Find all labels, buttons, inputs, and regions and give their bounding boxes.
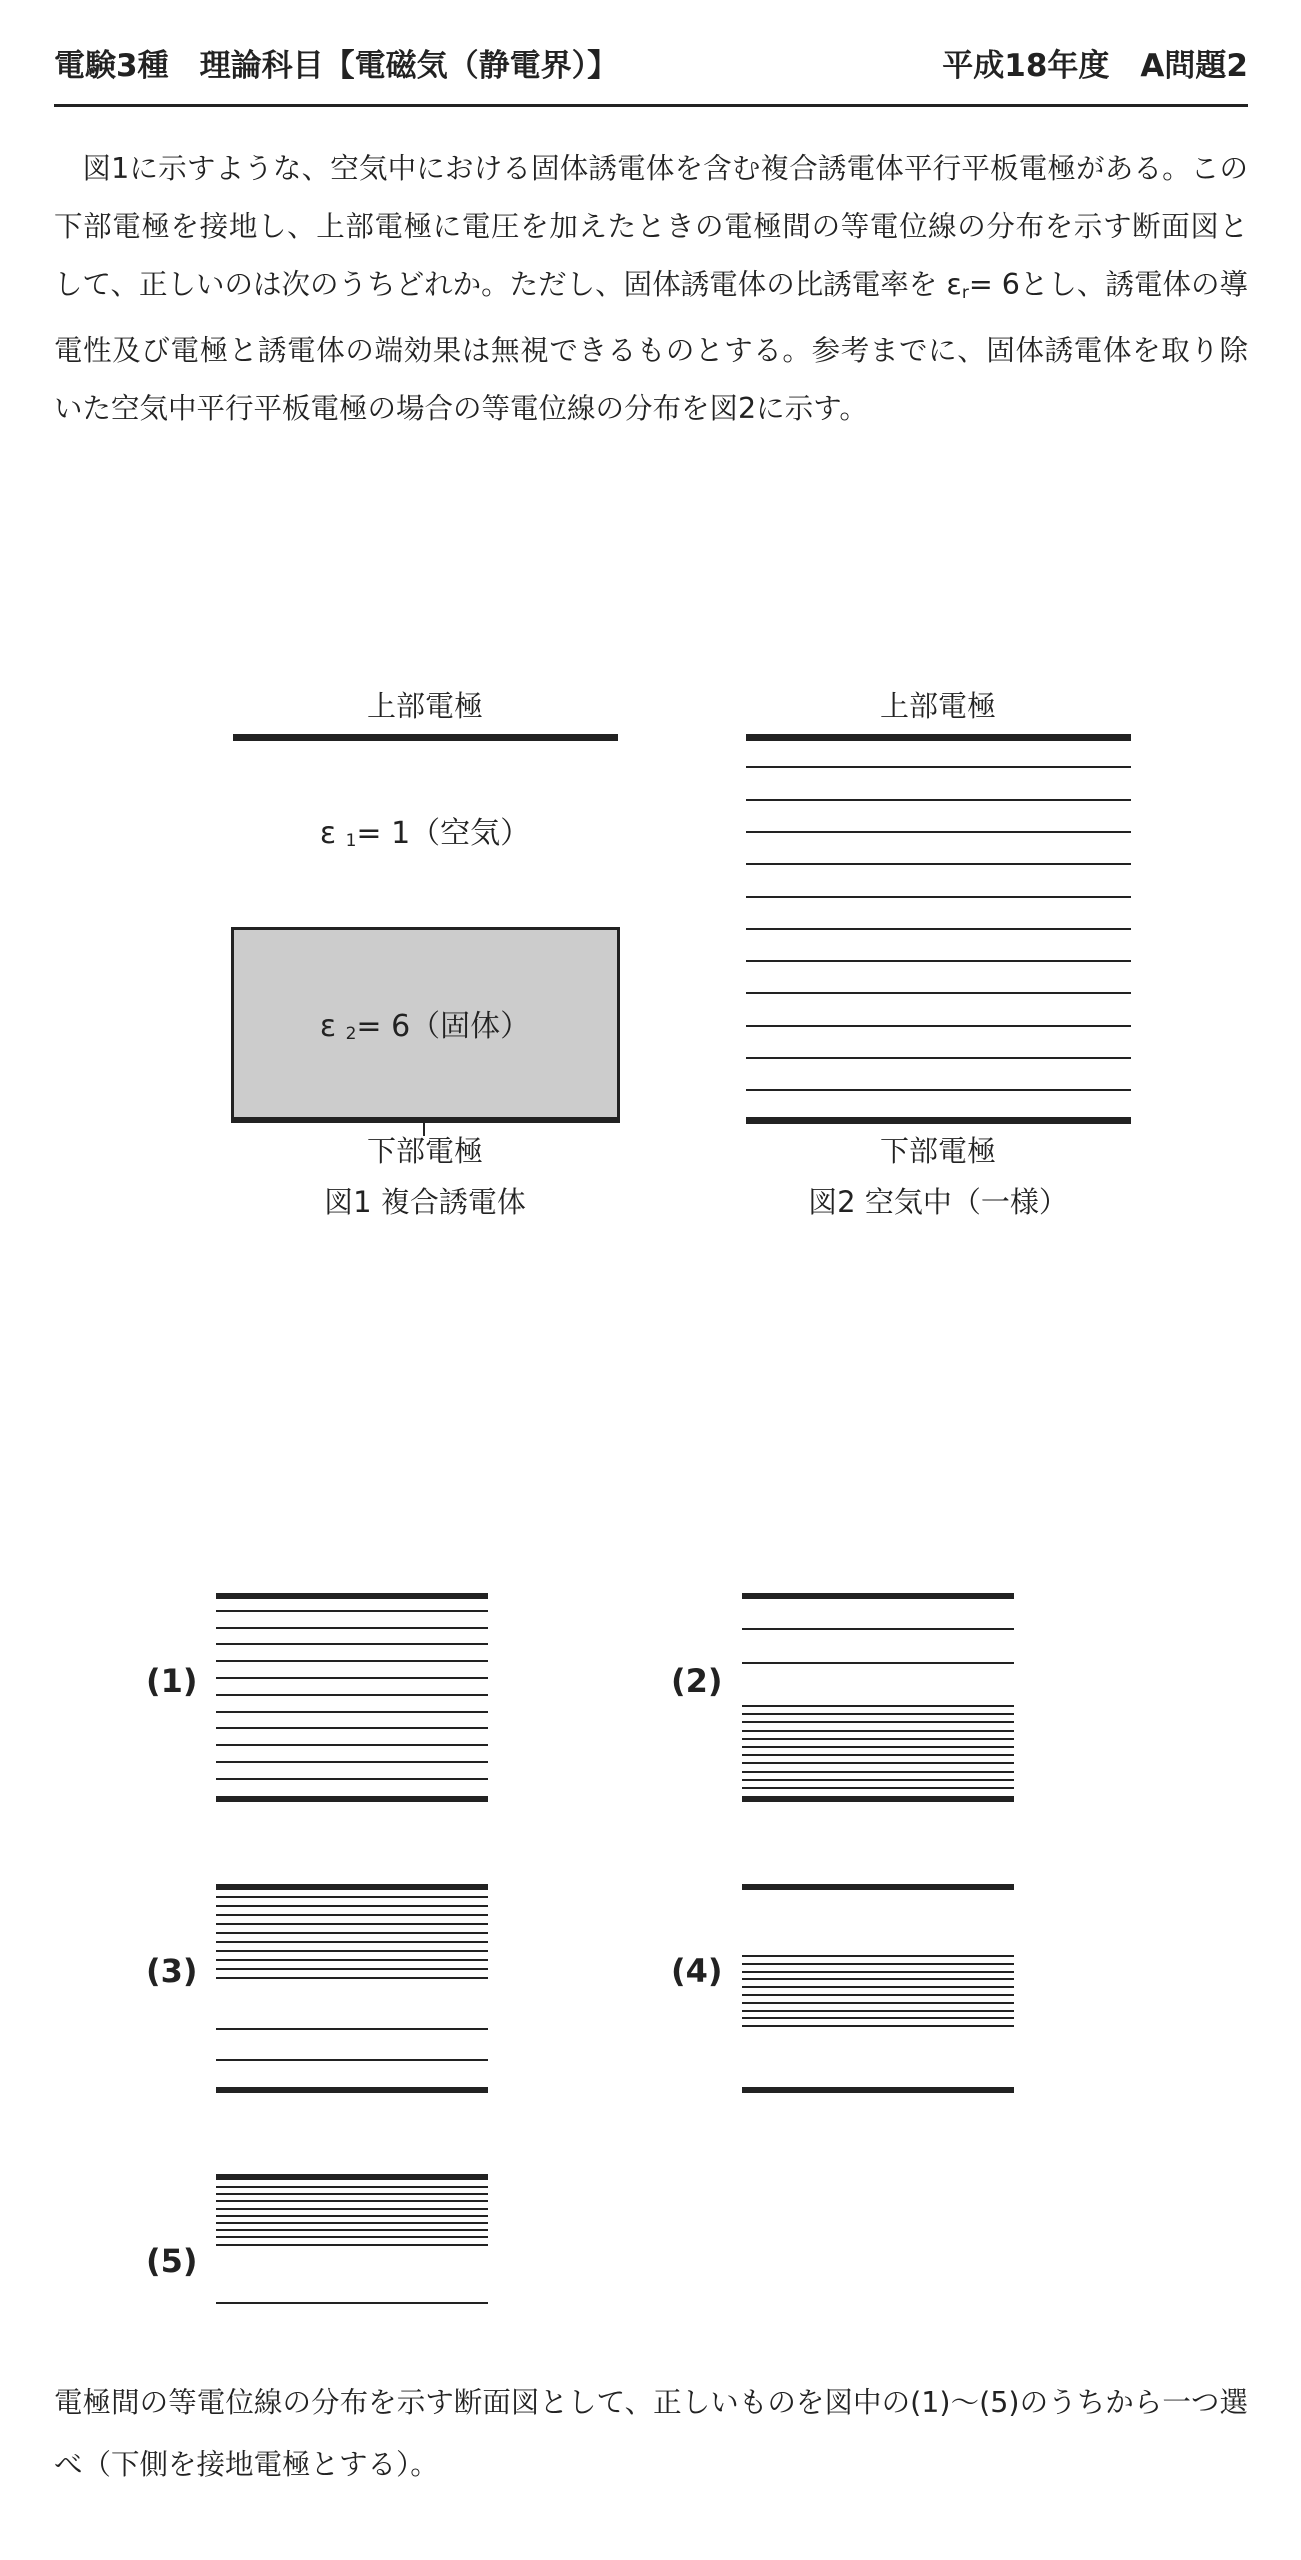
choice-5-equipotential-line	[216, 2193, 488, 2195]
figure2-equipotential-line	[746, 992, 1131, 994]
figure1-bottom-electrode	[233, 1117, 618, 1123]
choice-2-equipotential-line	[742, 1762, 1014, 1764]
choice-2-equipotential-line	[742, 1754, 1014, 1756]
figure2-bottom-electrode	[746, 1117, 1131, 1124]
choice-1-equipotential-line	[216, 1778, 488, 1780]
instruction-text: 電極間の等電位線の分布を示す断面図として、正しいものを図中の(1)〜(5)のうちから一つ選べ（下側を接地電極とする）。	[54, 2386, 1248, 2481]
choice-4-equipotential-line	[742, 2002, 1014, 2004]
choice-5-equipotential-line	[216, 2222, 488, 2224]
choice-2-equipotential-line	[742, 1662, 1014, 1664]
figure1-top-electrode-label: 上部電極	[366, 689, 483, 723]
choice-5-equipotential-line	[216, 2208, 488, 2210]
figure1-solid-sub: 2	[345, 1024, 357, 1044]
figure2-equipotential-line	[746, 1057, 1131, 1059]
choice-5-label: (5)	[146, 2242, 198, 2280]
choice-2-top-electrode	[742, 1593, 1014, 1599]
choice-3-equipotential-line	[216, 1896, 488, 1898]
figure1-air-eps: ε	[319, 816, 337, 851]
choice-2-equipotential-line	[742, 1746, 1014, 1748]
choice-4-equipotential-line	[742, 1994, 1014, 1996]
figure1-top-electrode	[233, 734, 618, 741]
choice-3-equipotential-line	[216, 2059, 488, 2061]
choice-3-equipotential-line	[216, 1959, 488, 1961]
choice-2-equipotential-line	[742, 1738, 1014, 1740]
choice-5-equipotential-line	[216, 2244, 488, 2246]
choice-2-equipotential-line	[742, 1779, 1014, 1781]
choice-3-bottom-electrode	[216, 2087, 488, 2093]
choice-5-equipotential-line	[216, 2186, 488, 2188]
question-text-part1: 図1に示すような、空気中における固体誘電体を含む複合誘電体平行平板電極がある。この下部電極を接地し、上部電極に電圧を加えたときの電極間の等電位線の分布を示す断面図として、正しいのは次のうちどれか。ただし、固体誘電体の比誘電率を ε	[54, 152, 1248, 301]
choice-3-equipotential-line	[216, 1968, 488, 1970]
choice-2-equipotential-line	[742, 1787, 1014, 1789]
figure1-solid-label	[225, 1001, 625, 1045]
question-text	[54, 140, 1248, 438]
choice-2-equipotential-line	[742, 1628, 1014, 1630]
choice-5-top-electrode	[216, 2174, 488, 2180]
choice-3-equipotential-line	[216, 1941, 488, 1943]
choice-3-equipotential-line	[216, 1905, 488, 1907]
figure2-equipotential-line	[746, 1025, 1131, 1027]
figure2-equipotential-line	[746, 1089, 1131, 1091]
choice-4-label: (4)	[671, 1952, 723, 1990]
choice-4-equipotential-line	[742, 1963, 1014, 1965]
subject-title: 電験3種 理論科目【電磁気（静電界）】	[54, 48, 619, 84]
choice-5-equipotential-line	[216, 2215, 488, 2217]
figure1-solid-value: = 6（固体）	[356, 1009, 531, 1044]
choice-3-equipotential-line	[216, 2028, 488, 2030]
choice-4-equipotential-line	[742, 2025, 1014, 2027]
choice-2-bottom-electrode	[742, 1796, 1014, 1802]
choice-4-equipotential-line	[742, 2010, 1014, 2012]
choice-4-equipotential-line	[742, 2017, 1014, 2019]
choice-1-label: (1)	[146, 1662, 198, 1700]
choice-3-top-electrode	[216, 1884, 488, 1890]
choice-2-equipotential-line	[742, 1705, 1014, 1707]
page-header	[54, 32, 1248, 107]
choice-2-equipotential-line	[742, 1721, 1014, 1723]
figure1-bottom-electrode-label: 下部電極	[366, 1134, 483, 1168]
choice-3-equipotential-line	[216, 1950, 488, 1952]
choice-3-equipotential-line	[216, 1932, 488, 1934]
choice-3-equipotential-line	[216, 1914, 488, 1916]
choice-1-top-electrode	[216, 1593, 488, 1599]
choice-1-equipotential-line	[216, 1610, 488, 1612]
choice-5-equipotential-line	[216, 2229, 488, 2231]
choice-2-equipotential-line	[742, 1771, 1014, 1773]
choice-5-equipotential-line	[216, 2236, 488, 2238]
choice-3-equipotential-line	[216, 1977, 488, 1979]
choice-1-equipotential-line	[216, 1643, 488, 1645]
choice-1-equipotential-line	[216, 1677, 488, 1679]
choice-2-equipotential-line	[742, 1730, 1014, 1732]
figure2-equipotential-line	[746, 799, 1131, 801]
figure1-air-value: = 1（空気）	[356, 816, 531, 851]
figure1-solid-eps: ε	[319, 1009, 337, 1044]
choice-1-equipotential-line	[216, 1711, 488, 1713]
choice-1-equipotential-line	[216, 1761, 488, 1763]
figure2-top-electrode-label: 上部電極	[879, 689, 996, 723]
choice-1-equipotential-line	[216, 1660, 488, 1662]
choice-5-bottom-line	[216, 2302, 488, 2304]
choice-2-equipotential-line	[742, 1713, 1014, 1715]
choice-1-equipotential-line	[216, 1744, 488, 1746]
choice-1-equipotential-line	[216, 1694, 488, 1696]
choice-3-equipotential-line	[216, 1923, 488, 1925]
question-subscript: r	[961, 283, 969, 303]
exam-year-problem: 平成18年度 A問題2	[942, 48, 1248, 84]
choice-4-equipotential-line	[742, 1978, 1014, 1980]
figure2-equipotential-line	[746, 863, 1131, 865]
choice-1-equipotential-line	[216, 1627, 488, 1629]
figure2-equipotential-line	[746, 896, 1131, 898]
question-text-part2: = 6とし、誘電体の導電性及び電極と誘電体の端効果は無視できるものとする。参考までに、固体誘電体を取り除いた空気中平行平板電極の場合の等電位線の分布を図2に示す。	[54, 268, 1248, 425]
choice-4-equipotential-line	[742, 1955, 1014, 1957]
choice-5-equipotential-line	[216, 2200, 488, 2202]
figure2-equipotential-line	[746, 766, 1131, 768]
figure1-air-sub: 1	[345, 831, 357, 851]
choice-4-bottom-electrode	[742, 2087, 1014, 2093]
figure2-equipotential-line	[746, 831, 1131, 833]
choice-2-label: (2)	[671, 1662, 723, 1700]
figure1-air-label	[225, 808, 625, 852]
choice-3-label: (3)	[146, 1952, 198, 1990]
choice-1-equipotential-line	[216, 1727, 488, 1729]
choice-4-equipotential-line	[742, 1971, 1014, 1973]
figure2-top-electrode	[746, 734, 1131, 741]
figure2-equipotential-line	[746, 928, 1131, 930]
figure1-caption: 図1 複合誘電体	[324, 1185, 526, 1219]
choice-1-bottom-electrode	[216, 1796, 488, 1802]
figure2-equipotential-line	[746, 960, 1131, 962]
choice-4-equipotential-line	[742, 1986, 1014, 1988]
choice-4-top-electrode	[742, 1884, 1014, 1890]
figure2-caption: 図2 空気中（一様）	[808, 1185, 1068, 1219]
figure2-bottom-electrode-label: 下部電極	[879, 1134, 996, 1168]
